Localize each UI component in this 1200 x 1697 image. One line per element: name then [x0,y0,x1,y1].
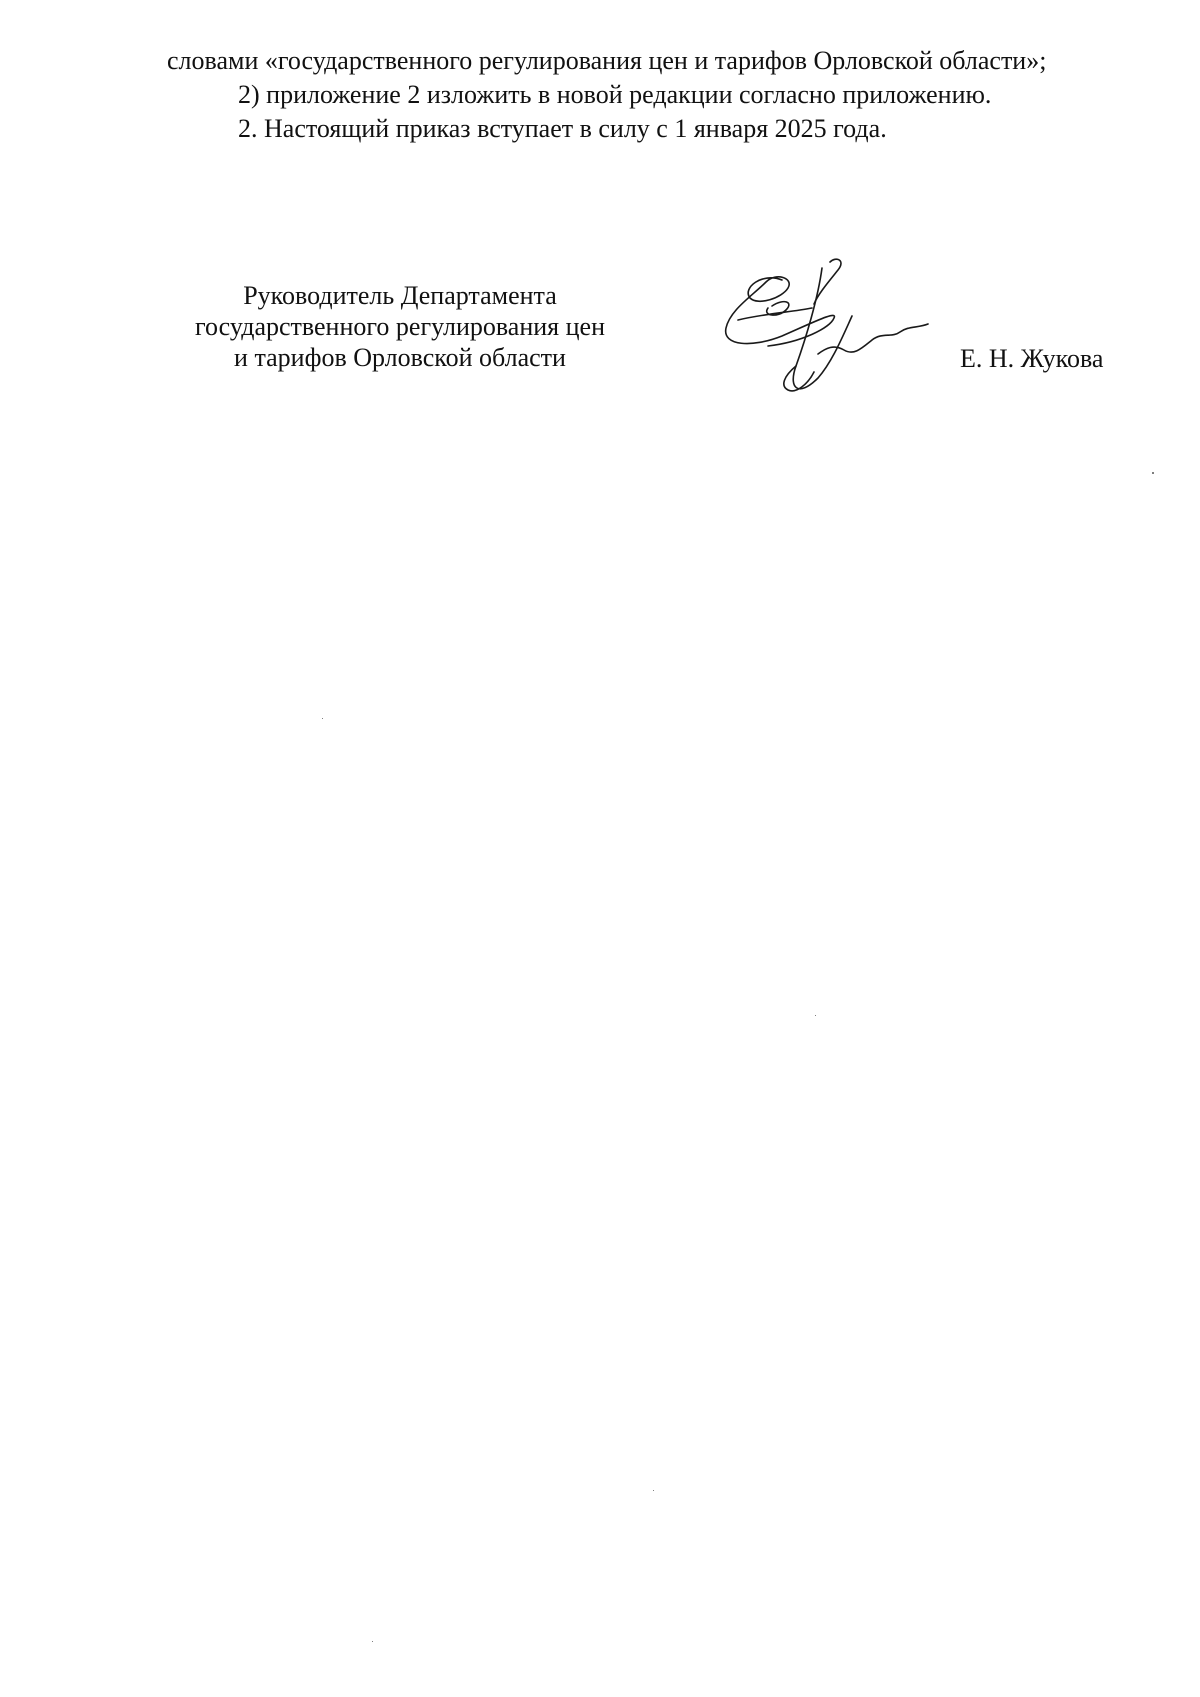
scan-speck [322,718,323,719]
handwritten-signature-icon [722,258,942,408]
signatory-title-line: государственного регулирования цен [195,312,605,341]
paragraph-effective-date: 2. Настоящий приказ вступает в силу с 1 января 2025 года. [238,114,887,143]
signer-name: Е. Н. Жукова [960,344,1104,373]
scan-speck [372,1641,373,1642]
scan-speck [815,1015,816,1016]
paragraph-item-2: 2) приложение 2 изложить в новой редакции согласно приложению. [238,80,992,109]
scan-speck [1152,472,1154,474]
signatory-title-line: Руководитель Департамента [243,281,557,310]
signatory-title [150,280,650,373]
signatory-title-line: и тарифов Орловской области [234,343,566,372]
scan-speck [653,1490,654,1491]
paragraph-continuation: словами «государственного регулирования цен и тарифов Орловской области»; [167,46,1047,75]
document-body [167,44,1120,146]
